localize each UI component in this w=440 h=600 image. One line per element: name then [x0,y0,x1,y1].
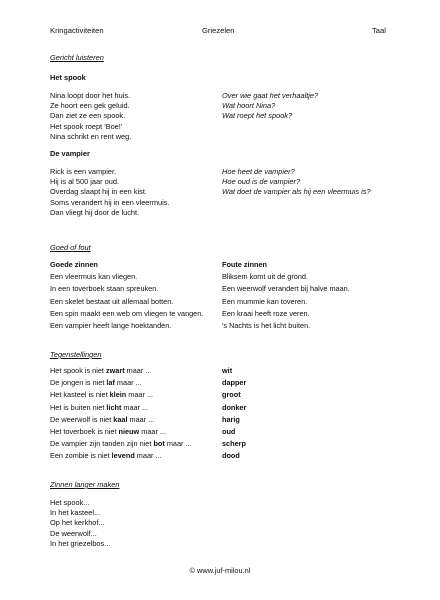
opposite-word: nieuw [118,426,140,436]
opposite-word: zwart [105,366,125,375]
story-line: Overdag slaapt hij in een kist. [50,187,147,197]
sentence-starter: Op het kerkhof... [50,518,105,528]
opposite-sentence: Het kasteel is niet klein maar ... [50,390,154,400]
opposite-answer: wit [222,366,233,375]
good-sentences-header: Goede zinnen [50,260,98,269]
wrong-sentence: Een mummie kan toveren. [222,296,308,306]
question-line: Hoe oud is de vampier? [222,177,301,187]
story-text-spook [50,91,131,142]
opposite-sentence: De vampier zijn tanden zijn niet bot maar ... [50,439,192,449]
header-center: Griezelen [202,26,235,35]
opposite-word: levend [111,451,135,461]
opposite-sentence: Het spook is niet zwart maar ... [50,366,152,375]
question-line: Wat roept het spook? [222,111,293,121]
story-line: Rick is een vampier. [50,167,117,176]
opposites-answers-column [222,365,246,463]
opposite-answer: oud [222,426,236,436]
question-line: Wat hoort Nina? [222,101,276,111]
story-text-vampier [50,167,170,218]
question-line: Over wie gaat het verhaaltje? [222,91,319,100]
story-title-spook: Het spook [50,73,86,82]
opposite-sentence: Het toverboek is niet nieuw maar ... [50,426,166,436]
good-sentence: In een toverboek staan spreuken. [50,284,159,294]
opposite-sentence: Het is buiten niet licht maar ... [50,402,149,412]
opposite-sentence: Een zombie is niet levend maar ... [50,451,162,461]
section-title-longer-sentences: Zinnen langer maken [50,480,120,489]
wrong-sentences-header: Foute zinnen [222,260,267,269]
story-line: Dan ziet ze een spook. [50,111,126,121]
story-line: Soms verandert hij in een vleermuis. [50,197,170,207]
wrong-sentence: Bliksem komt uit de grond. [222,272,308,282]
opposite-word: laf [106,378,115,388]
wrong-sentences-column [222,259,350,332]
story-line: Het spook roept 'Boe!' [50,121,123,131]
opposite-answer: groot [222,390,241,400]
story-questions-spook [222,91,318,122]
question-line: Wat doet de vampier als hij een vleermuis is? [222,187,371,197]
good-sentence: Een skelet bestaat uit allemaal botten. [50,296,174,306]
sentence-starter: Het spook... [50,498,90,507]
opposite-sentence: De jongen is niet laf maar ... [50,378,142,388]
opposite-word: klein [109,390,127,400]
footer-copyright: © www.juf-milou.nl [189,566,251,575]
story-line: Hij is al 500 jaar oud. [50,177,120,187]
opposite-sentence: De weerwolf is niet kaal maar ... [50,414,155,424]
story-questions-vampier [222,167,371,198]
wrong-sentence: Een kraai heeft roze veren. [222,308,310,318]
section-title-true-false: Goed of fout [50,243,91,252]
opposite-answer: dood [222,451,240,461]
story-line: Nina schrikt en rent weg. [50,131,132,141]
story-line: Dan vliegt hij door de lucht. [50,207,140,217]
sentence-starter: In het griezelbos... [50,538,111,548]
wrong-sentence: Een weerwolf verandert bij halve maan. [222,284,350,294]
opposite-word: licht [106,402,122,412]
opposite-answer: harig [222,414,240,424]
opposite-answer: scherp [222,439,246,449]
sentence-starter: In het kasteel... [50,508,101,518]
opposite-word: bot [153,439,165,449]
opposite-answer: dapper [222,378,247,388]
header-left: Kringactiviteiten [50,26,104,35]
sentence-starters [50,498,110,549]
opposite-word: kaal [113,414,128,424]
wrong-sentence: 's Nachts is het licht buiten. [222,320,311,330]
section-title-opposites: Tegenstellingen [50,350,102,359]
good-sentences-column [50,259,203,332]
header-right: Taal [372,26,386,35]
good-sentence: Een vleermuis kan vliegen. [50,272,138,282]
section-title-listening: Gericht luisteren [50,53,104,62]
sentence-starter: De weerwolf... [50,528,97,538]
question-line: Hoe heet de vampier? [222,167,295,176]
story-line: Nina loopt door het huis. [50,91,131,100]
opposite-answer: donker [222,402,247,412]
story-line: Ze hoort een gek geluid. [50,101,130,111]
good-sentence: Een vampier heeft lange hoektanden. [50,320,172,330]
opposites-sentences-column [50,365,192,463]
good-sentence: Een spin maakt een web om vliegen te vangen. [50,308,204,318]
story-title-vampier: De vampier [50,149,90,158]
